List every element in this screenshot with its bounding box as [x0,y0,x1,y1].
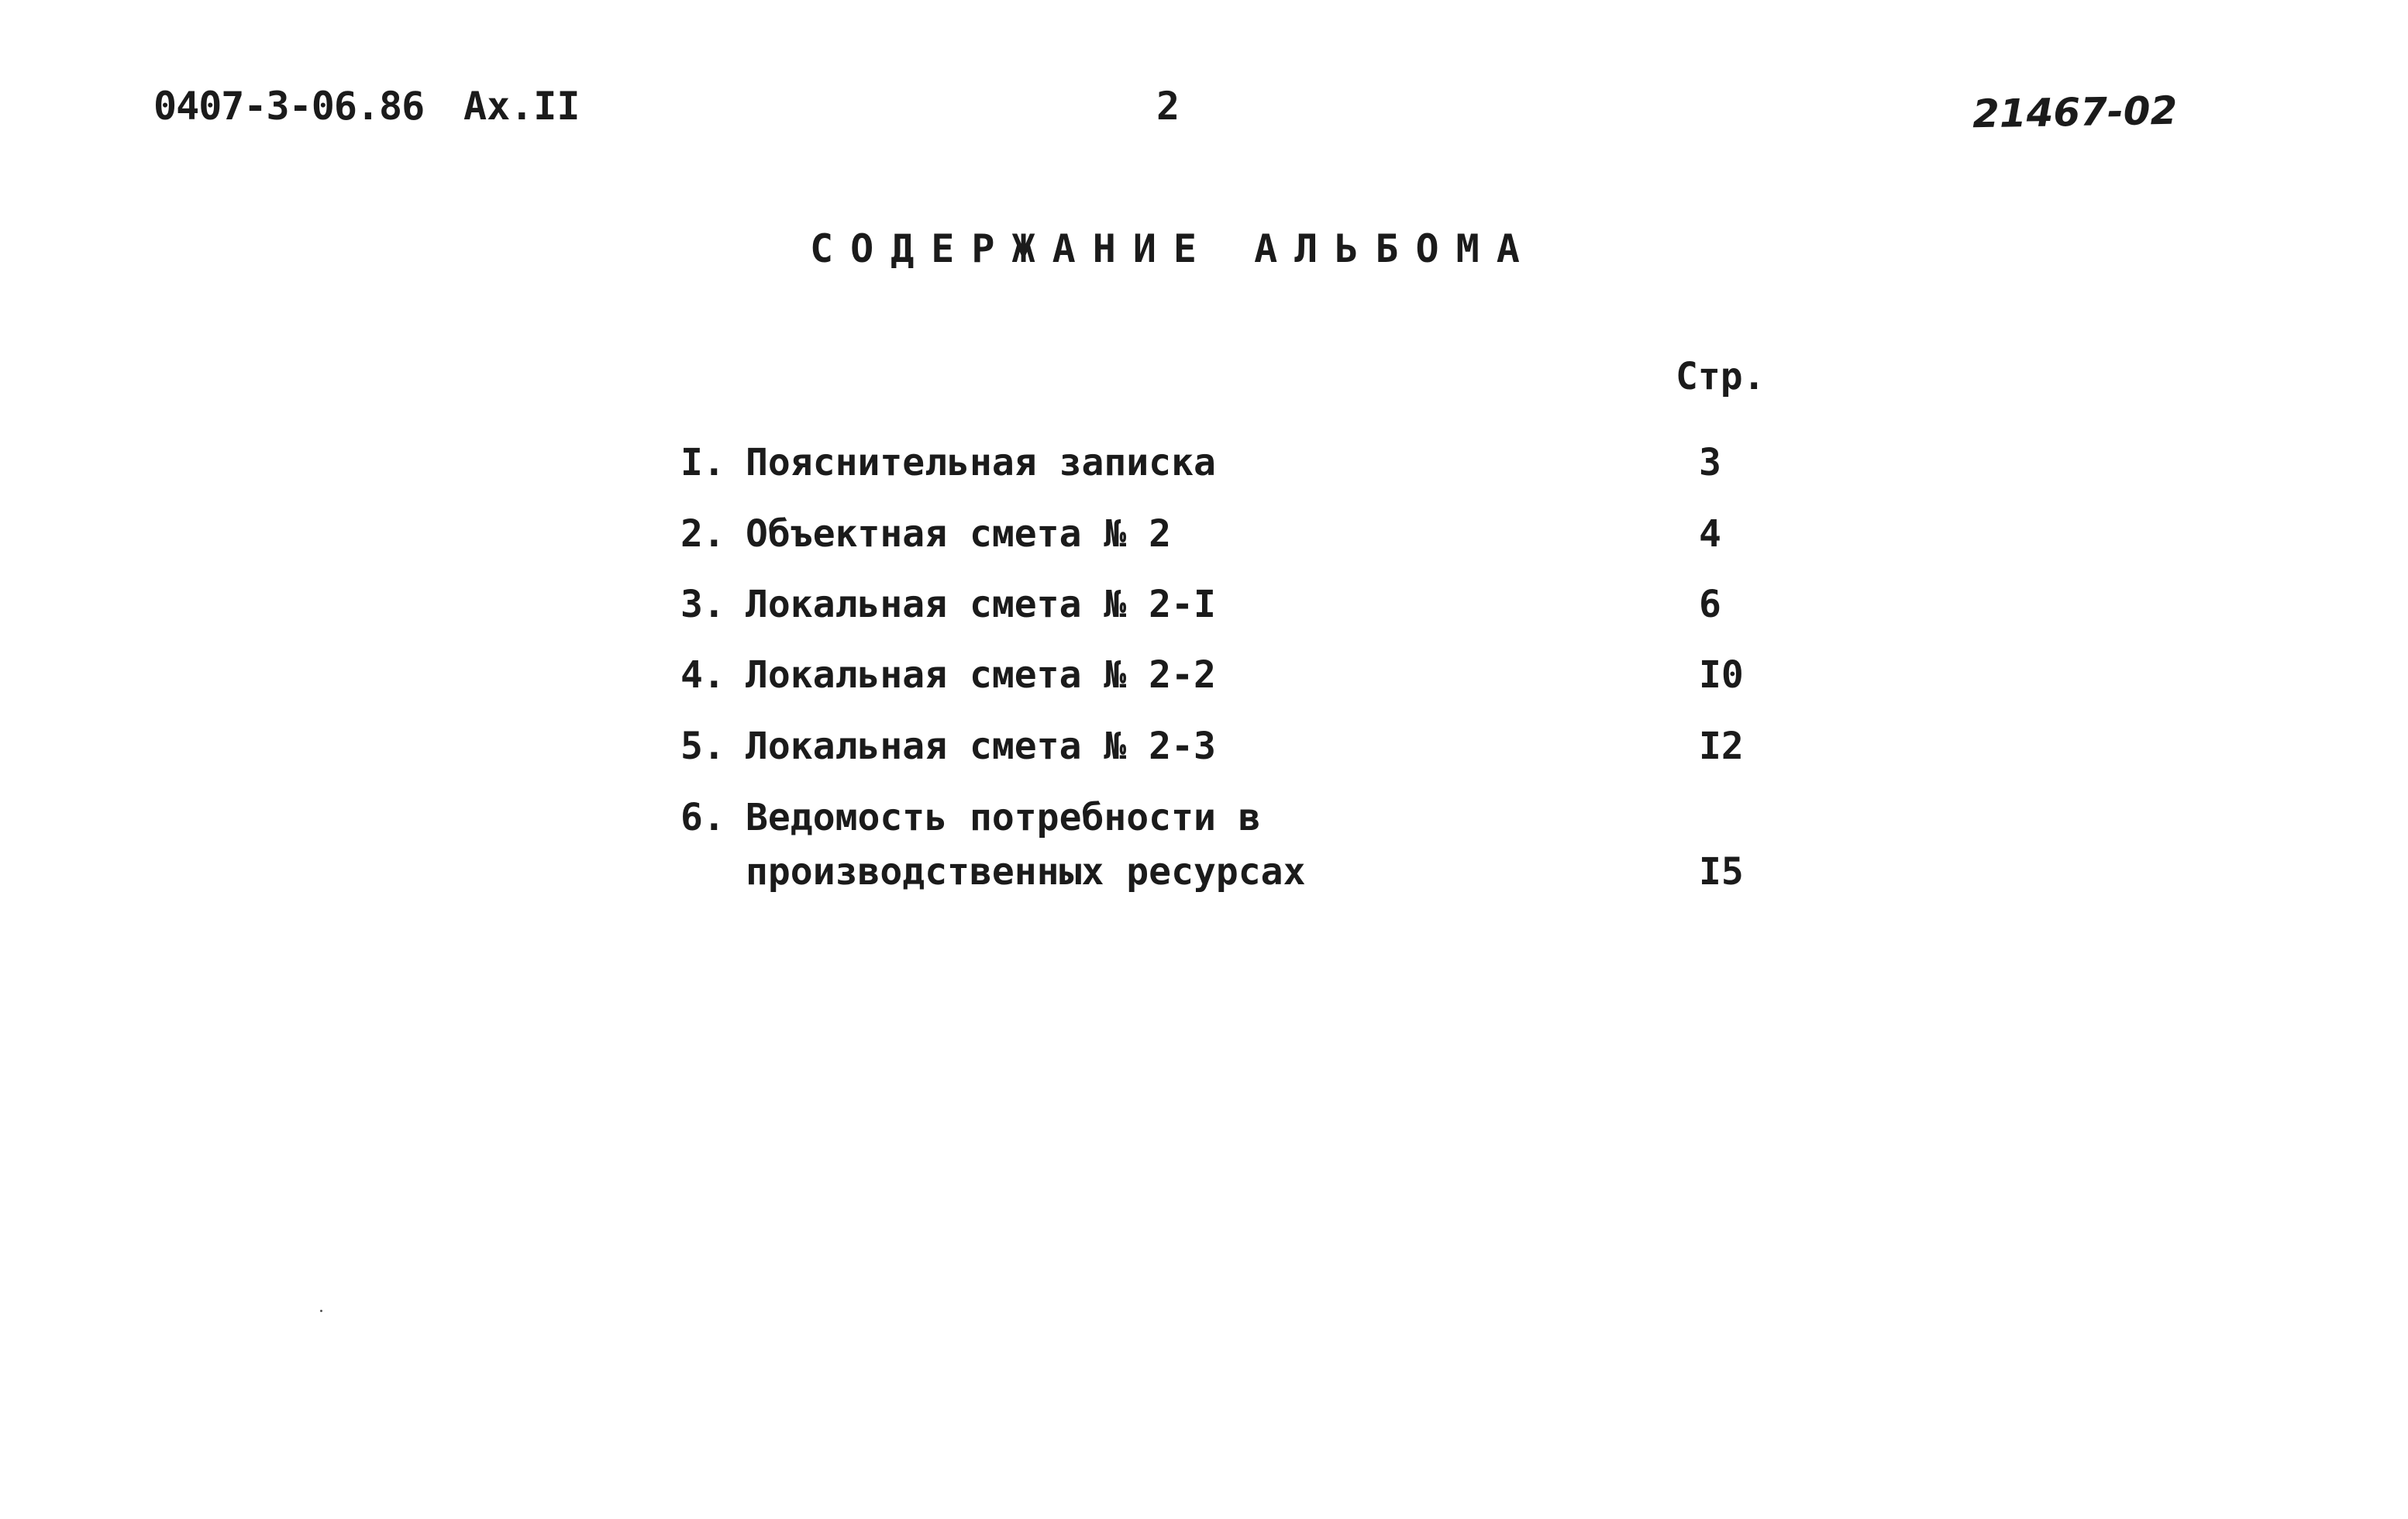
toc-item [680,577,1781,632]
page-title: СОДЕРЖАНИЕ АЛЬБОМА [810,226,1537,271]
toc-item-page: I0 [1699,653,1744,697]
toc-item [680,719,1781,773]
toc-item-title: Локальная смета № 2-3 [746,725,1216,768]
handwritten-registration-number: 21467-02 [1972,88,2178,137]
album-designation: Ах.II [463,84,580,129]
toc-item [680,436,1781,490]
toc-item-title: Объектная смета № 2 [746,512,1172,556]
toc-item-number: 4. [680,653,725,697]
toc-item-number: 6. [680,796,725,839]
toc-item-page: I2 [1699,725,1744,768]
page-column-header: Стр. [1676,355,1766,398]
toc-item-page: I5 [1699,850,1744,894]
toc-item-number: 2. [680,512,725,556]
toc-item [680,790,1781,899]
toc-item-page: 3 [1699,441,1721,484]
toc-item-title: Ведомость потребности в производственных ресурсах [746,796,1306,894]
toc-item-title: Локальная смета № 2-2 [746,653,1216,697]
toc-item [680,648,1781,702]
toc-item-number: 3. [680,583,725,626]
toc-item-title: Пояснительная записка [746,441,1216,484]
toc-item-number: I. [680,441,725,484]
toc-item-number: 5. [680,725,725,768]
toc-item-page: 6 [1699,583,1721,626]
toc-item-page: 4 [1699,512,1721,556]
scan-speck [320,1310,322,1312]
toc-item-title: Локальная смета № 2-I [746,583,1216,626]
toc-item [680,507,1781,561]
document-code: 0407-3-06.86 [153,84,425,129]
page-number: 2 [1156,84,1180,129]
